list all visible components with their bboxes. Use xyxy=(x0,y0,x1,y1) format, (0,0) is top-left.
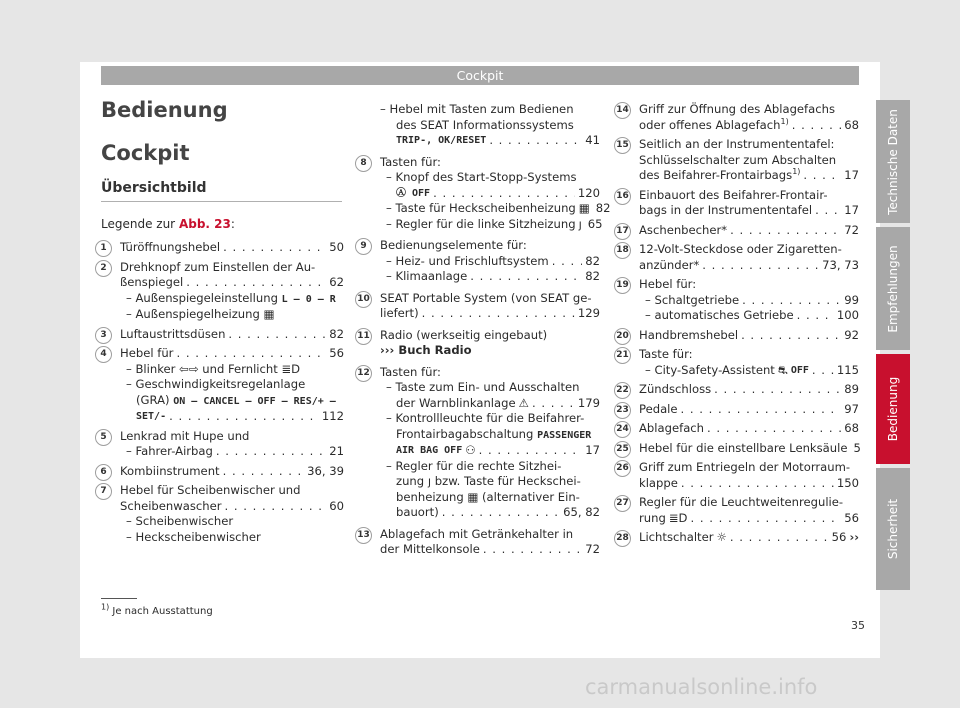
page-ref[interactable]: 5 xyxy=(853,440,861,455)
legend-item-7-continued: – Hebel mit Tasten zum Bedienen des SEAT Informationssystems TRIP-, OK/RESET . . . 41 xyxy=(380,102,600,149)
page-ref[interactable]: 82 xyxy=(595,201,611,215)
callout-number: 24 xyxy=(614,421,631,438)
page-ref[interactable]: 82 xyxy=(329,326,344,341)
page-ref[interactable]: 82 xyxy=(585,253,600,268)
page-ref[interactable]: 68 xyxy=(844,421,859,435)
callout-number: 28 xyxy=(614,530,631,547)
callout-number: 3 xyxy=(95,327,112,344)
radio-book-link[interactable]: ››› Buch Radio xyxy=(380,343,472,357)
callout-number: 16 xyxy=(614,188,631,205)
callout-number: 23 xyxy=(614,402,631,419)
watermark: carmanualsonline.info xyxy=(585,675,818,699)
seat-heating-icon: ȷ xyxy=(578,216,582,231)
page-ref[interactable]: 97 xyxy=(844,401,859,416)
callout-number: 26 xyxy=(614,460,631,477)
page-ref[interactable]: 41 xyxy=(585,133,600,147)
info-system-glyph: TRIP-, OK/RESET xyxy=(396,135,487,146)
mirror-heating-icon: ▦ xyxy=(263,307,275,321)
page-ref[interactable]: 56 xyxy=(831,530,847,544)
page-ref[interactable]: 89 xyxy=(844,382,859,396)
callout-number: 12 xyxy=(355,365,372,382)
legend-item-28: 28 Lichtschalter ☼ . . . 56 ›› xyxy=(639,530,859,546)
legend-item-1: 1 Türöffnungshebel . . . 50 xyxy=(120,240,344,256)
page-ref[interactable]: 100 xyxy=(836,308,859,322)
page-ref[interactable]: 50 xyxy=(329,240,344,254)
legend-item-16: 16 Einbauort des Beifahrer-Frontair- bags in der Instrumententafel . . . 17 xyxy=(639,188,859,219)
legend-item-5: 5 Lenkrad mit Hupe und – Fahrer-Airbag . . . 21 xyxy=(120,429,344,460)
legend-item-6: 6 Kombiinstrument . . . 36, 39 xyxy=(120,464,344,480)
legend-item-23: 23 Pedale . . . 97 xyxy=(639,402,859,418)
airbag-off-icon: ⚇ xyxy=(465,443,476,457)
footnote-divider xyxy=(101,598,137,599)
turn-signal-icon: ⇦⇨ xyxy=(179,361,199,376)
page-ref[interactable]: 72 xyxy=(585,542,600,556)
legend-item-10: 10 SEAT Portable System (von SEAT ge- liefert) . . . 129 xyxy=(380,291,600,322)
legend-item-12: 12 Tasten für: – Taste zum Ein- und Ausschalten der Warnblinkanlage ⚠ . . . 179 – Kontrollleuchte für die Beifahrer- Frontairbagabschaltung PASSENGER AIR BAG OFF ⚇ . . . 17 – Regler für die rechte Sitzhei- zung ȷ bzw. Taste für Heckschei- benheizung ▦ (alternativer Ein- bauort) . . . 65, 82 xyxy=(380,365,600,521)
section-header-bar: Cockpit xyxy=(101,66,859,85)
legend-item-25: 25 Hebel für die einstellbare Lenksäule 5 xyxy=(639,441,859,457)
start-stop-glyph: Ⓐ OFF xyxy=(396,187,431,199)
page-ref[interactable]: 56 xyxy=(329,346,344,360)
page-ref[interactable]: 65, 82 xyxy=(563,505,600,519)
legend-item-26: 26 Griff zum Entriegeln der Motorraum- klappe . . . 150 xyxy=(639,460,859,491)
legend-item-9: 9 Bedienungselemente für: – Heiz- und Frischluftsystem . . . 82 – Klimaanlage . . . 82 xyxy=(380,238,600,285)
continue-arrow-icon: ›› xyxy=(849,530,859,544)
callout-number: 9 xyxy=(355,238,372,255)
rear-window-heating-icon: ▦ xyxy=(578,201,590,215)
callout-number: 13 xyxy=(355,527,372,544)
page-ref[interactable]: 99 xyxy=(844,292,859,307)
page-ref[interactable]: 62 xyxy=(329,275,344,289)
page-ref[interactable]: 92 xyxy=(844,327,859,342)
legend-item-21: 21 Taste für: – City-Safety-Assistent ⛐ OFF . . . 115 xyxy=(639,347,859,378)
light-switch-icon: ☼ xyxy=(716,530,727,544)
legend-item-11: 11 Radio (werkseitig eingebaut) ››› Buch Radio xyxy=(380,328,600,359)
callout-number: 21 xyxy=(614,347,631,364)
callout-number: 11 xyxy=(355,328,372,345)
mirror-selector-glyph: L – 0 – R xyxy=(281,293,336,305)
legend-column-2 xyxy=(357,102,611,558)
callout-number: 25 xyxy=(614,441,631,458)
page-ref[interactable]: 129 xyxy=(577,306,600,320)
page-ref[interactable]: 17 xyxy=(844,168,859,182)
legend-item-18: 18 12-Volt-Steckdose oder Zigaretten- anzünder* . . . 73, 73 xyxy=(639,242,859,273)
legend-item-13: 13 Ablagefach mit Getränkehalter in der Mittelkonsole . . . 72 xyxy=(380,527,600,558)
callout-number: 1 xyxy=(95,240,112,257)
callout-number: 6 xyxy=(95,464,112,481)
heading-divider xyxy=(101,201,342,202)
legend-item-3: 3 Luftaustrittsdüsen . . . 82 xyxy=(120,327,344,343)
page-ref[interactable]: 65 xyxy=(587,216,603,231)
page-ref[interactable]: 36, 39 xyxy=(307,463,344,478)
legend-item-2: 2 Drehknopf zum Einstellen der Au- ßenspiegel . . . 62 – Außenspiegeleinstellung L – 0 – R – Außenspiegelheizung ▦ xyxy=(120,260,344,323)
callout-number: 8 xyxy=(355,155,372,172)
headlight-range-icon: ≣D xyxy=(668,510,688,525)
page-ref[interactable]: 150 xyxy=(836,475,859,490)
page-ref[interactable]: 115 xyxy=(836,362,859,377)
page-ref[interactable]: 72 xyxy=(844,222,859,237)
legend-item-19: 19 Hebel für: – Schaltgetriebe . . . 99 – automatisches Getriebe . . . 100 xyxy=(639,277,859,324)
legend-column-3 xyxy=(616,102,861,546)
rear-window-heating-icon: ▦ xyxy=(467,489,479,504)
passenger-airbag-glyph: PASSENGER xyxy=(537,429,592,441)
legend-item-17: 17 Aschenbecher* . . . 72 xyxy=(639,223,859,239)
tab-empfehlungen[interactable]: Empfehlungen xyxy=(876,227,910,350)
callout-number: 19 xyxy=(614,277,631,294)
page-ref[interactable]: 82 xyxy=(585,269,600,283)
callout-number: 18 xyxy=(614,242,631,259)
callout-number: 7 xyxy=(95,483,112,500)
page-ref[interactable]: 17 xyxy=(585,443,600,457)
legend-item-27: 27 Regler für die Leuchtweitenregulie- rung ≣D . . . 56 xyxy=(639,495,859,526)
callout-number: 27 xyxy=(614,495,631,512)
callout-number: 5 xyxy=(95,429,112,446)
legend-intro: Legende zur Abb. 23: xyxy=(101,217,235,231)
page-ref[interactable]: 112 xyxy=(321,409,344,423)
legend-item-7: 7 Hebel für Scheibenwischer und Scheibenwascher . . . 60 – Scheibenwischer – Heckscheibenwischer xyxy=(120,483,344,545)
page-ref[interactable]: 60 xyxy=(329,498,344,513)
tab-sicherheit[interactable]: Sicherheit xyxy=(876,468,910,590)
legend-column-1 xyxy=(100,240,344,545)
cruise-control-glyph: ON – CANCEL – OFF – RES/+ – xyxy=(173,395,336,407)
legend-item-22: 22 Zündschloss . . . 89 xyxy=(639,382,859,398)
page-ref[interactable]: 21 xyxy=(329,444,344,458)
legend-item-15: 15 Seitlich an der Instrumententafel: Schlüsselschalter zum Abschalten des Beifahrer-Frontairbags$^{1)}$ . . . 17 xyxy=(639,137,859,184)
page-ref[interactable]: 68 xyxy=(844,117,859,132)
callout-number: 20 xyxy=(614,328,631,345)
callout-number: 22 xyxy=(614,382,631,399)
legend-item-24: 24 Ablagefach . . . 68 xyxy=(639,421,859,437)
page-ref[interactable]: 56 xyxy=(844,510,859,525)
callout-number: 2 xyxy=(95,260,112,277)
page-ref[interactable]: 179 xyxy=(577,395,600,410)
legend-item-20: 20 Handbremshebel . . . 92 xyxy=(639,328,859,344)
heading-bedienung: Bedienung xyxy=(101,98,228,122)
callout-number: 4 xyxy=(95,346,112,363)
legend-item-8: 8 Tasten für: – Knopf des Start-Stopp-Systems Ⓐ OFF . . . 120 – Taste für Heckscheibenheizung ▦ 82 – Regler für die linke Sitzheizung ȷ 65 xyxy=(380,155,600,233)
seat-heating-icon: ȷ xyxy=(427,474,432,488)
hazard-warning-icon: ⚠ xyxy=(518,395,530,410)
callout-number: 10 xyxy=(355,291,372,308)
page-ref[interactable]: 17 xyxy=(844,203,859,217)
page-ref[interactable]: 73, 73 xyxy=(822,257,859,272)
page-ref[interactable]: 120 xyxy=(577,185,600,200)
city-safety-icon: ⛐ xyxy=(777,362,788,377)
callout-number: 15 xyxy=(614,137,631,154)
legend-item-14: 14 Griff zur Öffnung des Ablagefachs oder offenes Ablagefach$^{1)}$ . . . 68 xyxy=(639,102,859,133)
callout-number: 17 xyxy=(614,223,631,240)
legend-item-4: 4 Hebel für . . . 56 – Blinker ⇦⇨ und Fernlicht ≣D – Geschwindigkeitsregelanlage (GRA) ON – CANCEL – OFF – RES/+ – SET/- . . . 112 xyxy=(120,346,344,425)
tab-bedienung[interactable]: Bedienung xyxy=(876,354,910,464)
page-number: 35 xyxy=(851,619,865,632)
tab-technische-daten[interactable]: Technische Daten xyxy=(876,100,910,223)
figure-reference-link[interactable]: Abb. 23 xyxy=(178,217,231,231)
callout-number: 14 xyxy=(614,102,631,119)
heading-uebersichtbild: Übersichtbild xyxy=(101,180,207,196)
footnote: $^{1)}$ Je nach Ausstattung xyxy=(101,602,213,617)
heading-cockpit: Cockpit xyxy=(101,141,190,165)
high-beam-icon: ≣D xyxy=(281,361,301,376)
